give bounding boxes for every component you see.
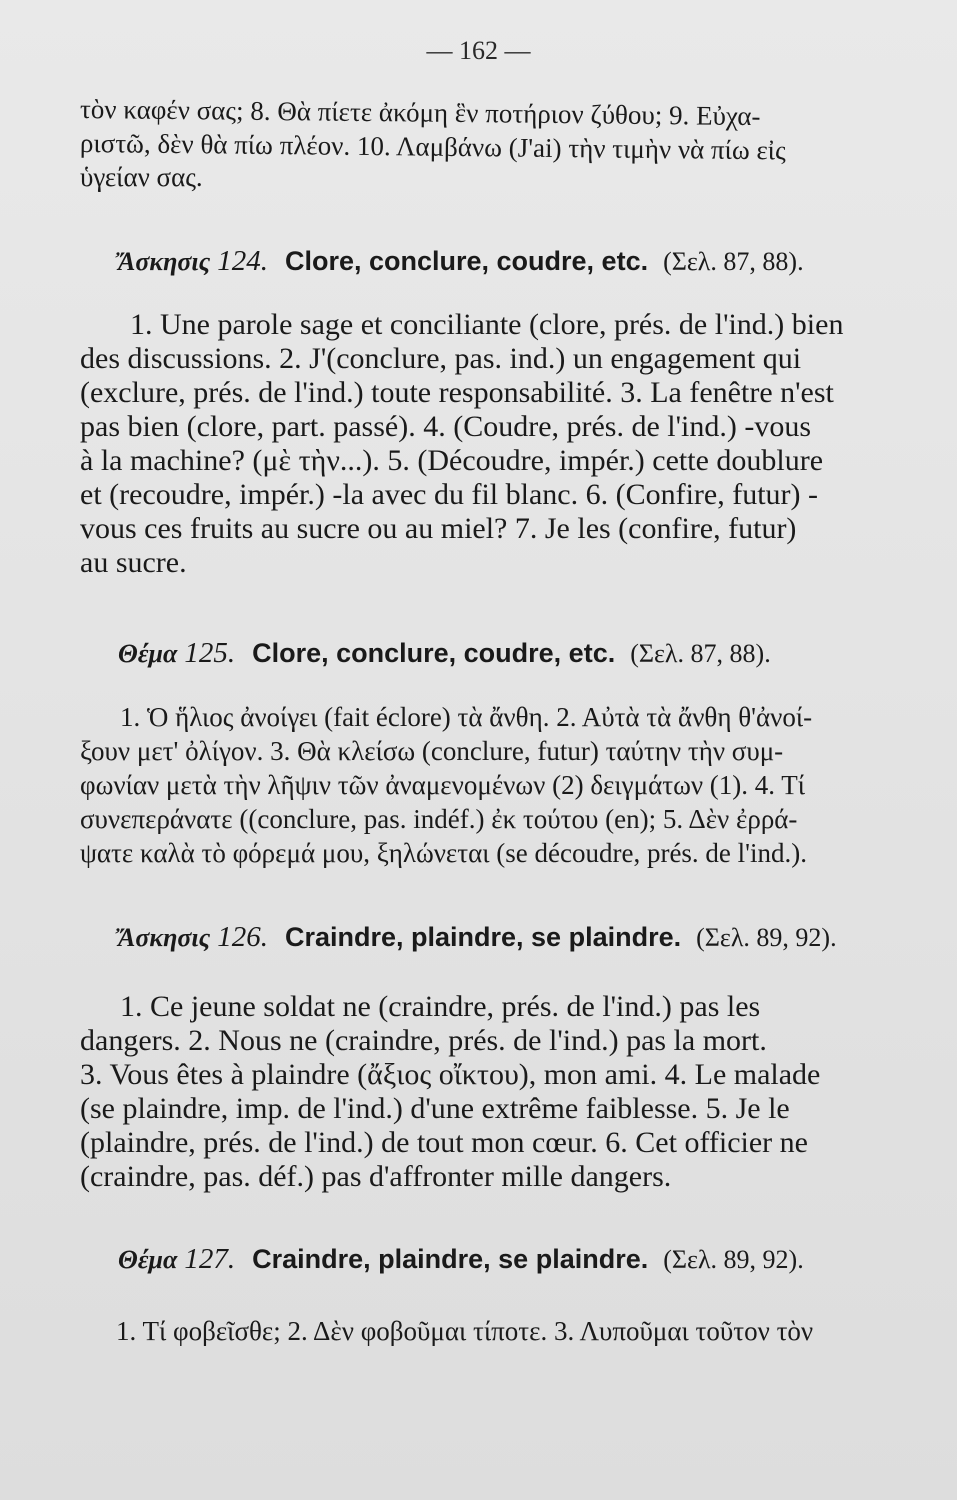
section-number: 125. [184,637,236,669]
text-line: pas bien (clore, part. passé). 4. (Coudre, prés. de l'ind.) -vous [80,410,812,443]
section-reference: (Σελ. 87, 88). [630,639,771,668]
section-reference: (Σελ. 89, 92). [663,1245,804,1274]
section-title: Craindre, plaindre, se plaindre. [252,1244,649,1274]
text-line: des discussions. 2. J'(conclure, pas. ind.) un engagement qui [80,342,802,375]
section-reference: (Σελ. 89, 92). [696,923,837,952]
text-line: 3. Vous êtes à plaindre (ἄξιος οἴκτου), mon ami. 4. Le malade [80,1058,821,1091]
text-line: dangers. 2. Nous ne (craindre, prés. de l'ind.) pas la mort. [80,1024,767,1057]
section-heading-127 [118,1242,898,1277]
text-line: 1. Une parole sage et conciliante (clore, prés. de l'ind.) bien [130,308,844,341]
section-heading-124 [118,244,898,279]
theme-127-text [80,1314,900,1348]
section-kind: Ἄσκησις [118,923,211,952]
text-line: et (recoudre, impér.) -la avec du fil blanc. 6. (Confire, futur) - [80,478,819,511]
section-number: 127. [184,1243,236,1275]
section-title: Clore, conclure, coudre, etc. [252,638,616,668]
text-line: vous ces fruits au sucre ou au miel? 7. Je les (confire, futur) [80,512,797,545]
text-line: 1. Ὁ ἥλιος ἀνοίγει (fait éclore) τὰ ἄνθη. 2. Αὐτὰ τὰ ἄνθη θ'ἀνοί- [120,702,813,732]
text-line: au sucre. [80,546,187,579]
text-line: ξουν μετ' ὀλίγον. 3. Θὰ κλείσω (conclure, futur) ταύτην τὴν συμ- [80,736,784,766]
section-kind: Ἄσκησις [118,247,211,276]
section-kind: Θέμα [118,1245,178,1274]
text-line: φωνίαν μετὰ τὴν λῆψιν τῶν ἀναμενομένων (2) δειγμάτων (1). 4. Τί [80,770,806,800]
section-title: Craindre, plaindre, se plaindre. [284,922,682,952]
section-reference: (Σελ. 87, 88). [663,247,804,276]
text-line: (exclure, prés. de l'ind.) toute responsabilité. 3. La fenêtre n'est [80,376,834,409]
text-line: (se plaindre, imp. de l'ind.) d'une extrême faiblesse. 5. Je le [80,1092,790,1125]
section-number: 124. [217,245,268,277]
text-line: (plaindre, prés. de l'ind.) de tout mon cœur. 6. Cet officier ne [80,1126,808,1159]
intro-paragraph [80,92,900,194]
text-line: (craindre, pas. déf.) pas d'affronter mille dangers. [80,1160,672,1193]
theme-125-text [80,700,900,870]
exercise-126-text [80,990,900,1194]
section-number: 126. [217,921,268,953]
page-number: — 162 — [426,36,531,65]
text-line: ψατε καλὰ τὸ φόρεμά μου, ξηλώνεται (se découdre, prés. de l'ind.). [80,838,808,868]
text-line: à la machine? (μὲ τὴν...). 5. (Découdre, impér.) cette doublure [80,444,824,477]
text-line: 1. Ce jeune soldat ne (craindre, prés. de l'ind.) pas les [120,990,761,1023]
section-title: Clore, conclure, coudre, etc. [284,246,649,276]
text-line: ὑγείαν σας. [80,162,203,192]
section-heading-125 [118,636,898,671]
section-kind: Θέμα [118,639,178,668]
text-line: συνεπεράνατε ((conclure, pas. indéf.) ἐκ τούτου (en); 5. Δὲν ἐρρά- [80,804,798,834]
exercise-124-text [80,308,900,580]
text-line: 1. Τί φοβεῖσθε; 2. Δὲν φοβοῦμαι τίποτε. 3. Λυποῦμαι τοῦτον τὸν [116,1316,814,1346]
section-heading-126 [118,920,898,955]
text-line: τὸν καφέν σας; 8. Θὰ πίετε ἀκόμη ἓν ποτήριον ζύθου; 9. Εὐχα- [79,94,761,132]
text-line: ριστῶ, δὲν θὰ πίω πλέον. 10. Λαμβάνω (J'ai) τὴν τιμὴν νὰ πίω εἰς [79,128,786,166]
